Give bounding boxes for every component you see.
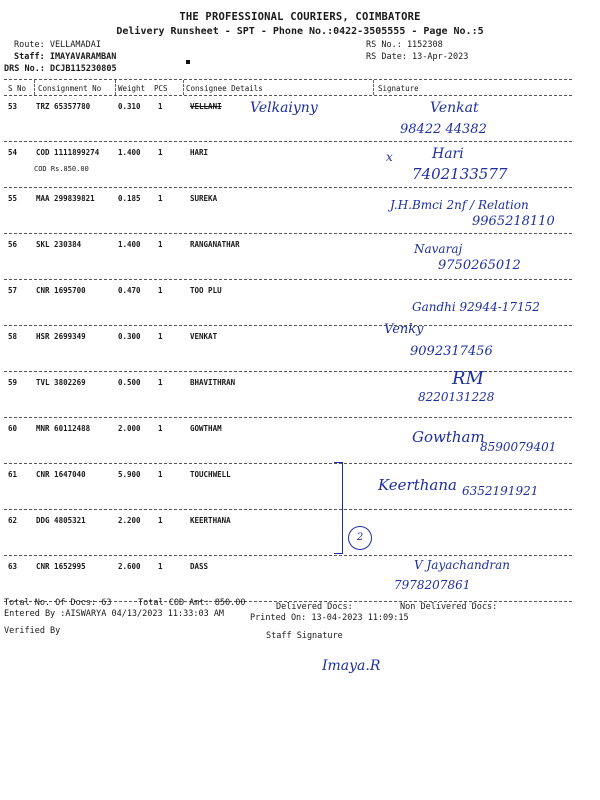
- row-consignment: MNR 60112488: [36, 424, 91, 433]
- row-weight: 0.310: [118, 102, 141, 111]
- row-weight: 0.300: [118, 332, 141, 341]
- row-consignment: COD 1111899274: [36, 148, 100, 157]
- row-pcs: 1: [158, 332, 163, 341]
- row-consignee: SUREKA: [190, 194, 218, 203]
- row-sno: 63: [8, 562, 18, 571]
- row-weight: 2.000: [118, 424, 141, 433]
- handwritten-signature: Navaraj: [414, 242, 463, 256]
- handwritten-signature: Keerthana: [378, 476, 457, 494]
- circled-count: 2: [348, 526, 372, 550]
- row-consignment: CNR 1652995: [36, 562, 86, 571]
- row-sno: 55: [8, 194, 18, 203]
- table-row: [0, 372, 600, 418]
- handwritten-signature: Gandhi 92944-17152: [412, 300, 540, 314]
- row-sno: 53: [8, 102, 18, 111]
- row-pcs: 1: [158, 470, 163, 479]
- row-pcs: 1: [158, 516, 163, 525]
- row-weight: 1.400: [118, 148, 141, 157]
- row-consignment: TRZ 65357780: [36, 102, 91, 111]
- cod-amount-note: COD Rs.850.00: [34, 165, 89, 173]
- row-weight: 0.500: [118, 378, 141, 387]
- non-delivered-docs: Non Delivered Docs:: [400, 602, 498, 612]
- row-consignee: TOUCHWELL: [190, 470, 231, 479]
- row-consignee: GOWTHAM: [190, 424, 222, 433]
- table-row: [0, 142, 600, 188]
- route-label: Route: VELLAMADAI: [14, 40, 101, 50]
- handwritten-signature: Venkat: [430, 100, 479, 116]
- row-consignee: HARI: [190, 148, 209, 157]
- col-divider: [34, 80, 35, 95]
- verified-by-label: Verified By: [4, 626, 61, 636]
- handwritten-signature: Gowtham: [412, 428, 485, 446]
- table-row: [0, 326, 600, 372]
- row-sno: 58: [8, 332, 18, 341]
- row-consignee: VELLANI: [190, 102, 222, 111]
- handwritten-signature: Hari: [432, 146, 464, 162]
- col-divider: [183, 80, 184, 95]
- scan-mark: [186, 60, 190, 64]
- table-row: [0, 510, 600, 556]
- handwritten-bracket: [334, 462, 343, 554]
- header-top-rule: [4, 79, 572, 80]
- handwritten-phone: 8590079401: [480, 440, 557, 454]
- row-pcs: 1: [158, 424, 163, 433]
- row-pcs: 1: [158, 194, 163, 203]
- col-header-weight: Weight: [118, 84, 146, 93]
- row-consignee: TOO PLU: [190, 286, 222, 295]
- row-pcs: 1: [158, 378, 163, 387]
- table-row: [0, 234, 600, 280]
- handwritten-note: x: [386, 150, 393, 164]
- row-weight: 0.185: [118, 194, 141, 203]
- handwritten-signature: Venky: [384, 322, 424, 337]
- row-consignee: KEERTHANA: [190, 516, 231, 525]
- row-consignee: VENKAT: [190, 332, 218, 341]
- delivered-docs: Delivered Docs:: [276, 602, 353, 612]
- row-pcs: 1: [158, 148, 163, 157]
- row-sno: 59: [8, 378, 18, 387]
- row-pcs: 1: [158, 102, 163, 111]
- total-cod-amount: Total COD Amt: 850.00: [138, 598, 246, 608]
- row-consignment: MAA 299839821: [36, 194, 95, 203]
- row-consignment: TVL 3802269: [36, 378, 86, 387]
- row-pcs: 1: [158, 240, 163, 249]
- row-consignee: BHAVITHRAN: [190, 378, 236, 387]
- col-divider: [115, 80, 116, 95]
- runsheet-subtitle: Delivery Runsheet - SPT - Phone No.:0422-3505555 - Page No.:5: [116, 26, 484, 37]
- consignment-list: [0, 96, 600, 602]
- handwritten-phone: 98422 44382: [400, 122, 487, 137]
- row-pcs: 1: [158, 286, 163, 295]
- handwritten-phone: 8220131228: [418, 390, 495, 404]
- row-consignment: HSR 2699349: [36, 332, 86, 341]
- printed-on: Printed On: 13-04-2023 11:09:15: [250, 613, 409, 623]
- row-weight: 0.470: [118, 286, 141, 295]
- row-consignment: CNR 1695700: [36, 286, 86, 295]
- row-weight: 5.900: [118, 470, 141, 479]
- col-divider: [373, 80, 374, 95]
- handwritten-phone: 9092317456: [410, 344, 493, 359]
- staff-label: Staff: IMAYAVARAMBAN: [14, 52, 117, 62]
- staff-signature-label: Staff Signature: [266, 631, 343, 641]
- row-sno: 56: [8, 240, 18, 249]
- handwritten-note: Velkaiyny: [250, 100, 318, 116]
- total-docs: Total No. Of Docs: 63: [4, 598, 112, 608]
- handwritten-phone: 9750265012: [438, 258, 521, 273]
- handwritten-phone: 7402133577: [412, 165, 508, 183]
- col-header-consignment: Consignment No: [38, 84, 102, 93]
- col-header-sno: S No: [8, 84, 27, 93]
- handwritten-phone: 6352191921: [462, 484, 539, 498]
- handwritten-signature: J.H.Bmci 2nf / Relation: [390, 198, 529, 212]
- col-header-consignee: Consignee Details: [186, 84, 263, 93]
- handwritten-phone: 7978207861: [394, 578, 471, 592]
- row-sno: 60: [8, 424, 18, 433]
- entered-by: Entered By :AISWARYA 04/13/2023 11:33:03 AM: [4, 609, 225, 619]
- col-header-pcs: PCS: [154, 84, 168, 93]
- handwritten-phone: 9965218110: [472, 214, 555, 229]
- drs-number: DRS No.: DCJB115230805: [4, 64, 117, 74]
- row-consignment: DDG 4805321: [36, 516, 86, 525]
- row-consignee: DASS: [190, 562, 209, 571]
- handwritten-signature: RM: [452, 368, 484, 389]
- staff-handwritten-signature: Imaya.R: [322, 658, 381, 674]
- row-consignment: SKL 230384: [36, 240, 82, 249]
- company-name: THE PROFESSIONAL COURIERS, COIMBATORE: [179, 11, 421, 23]
- row-weight: 2.600: [118, 562, 141, 571]
- handwritten-signature: V Jayachandran: [414, 558, 511, 572]
- row-weight: 2.200: [118, 516, 141, 525]
- rs-number: RS No.: 1152308: [366, 40, 443, 50]
- row-sno: 57: [8, 286, 18, 295]
- row-weight: 1.400: [118, 240, 141, 249]
- rs-date: RS Date: 13-Apr-2023: [366, 52, 469, 62]
- row-pcs: 1: [158, 562, 163, 571]
- row-consignment: CNR 1647040: [36, 470, 86, 479]
- row-sno: 61: [8, 470, 18, 479]
- col-header-signature: Signature: [378, 84, 419, 93]
- row-sno: 62: [8, 516, 18, 525]
- row-consignee: RANGANATHAR: [190, 240, 240, 249]
- row-sno: 54: [8, 148, 18, 157]
